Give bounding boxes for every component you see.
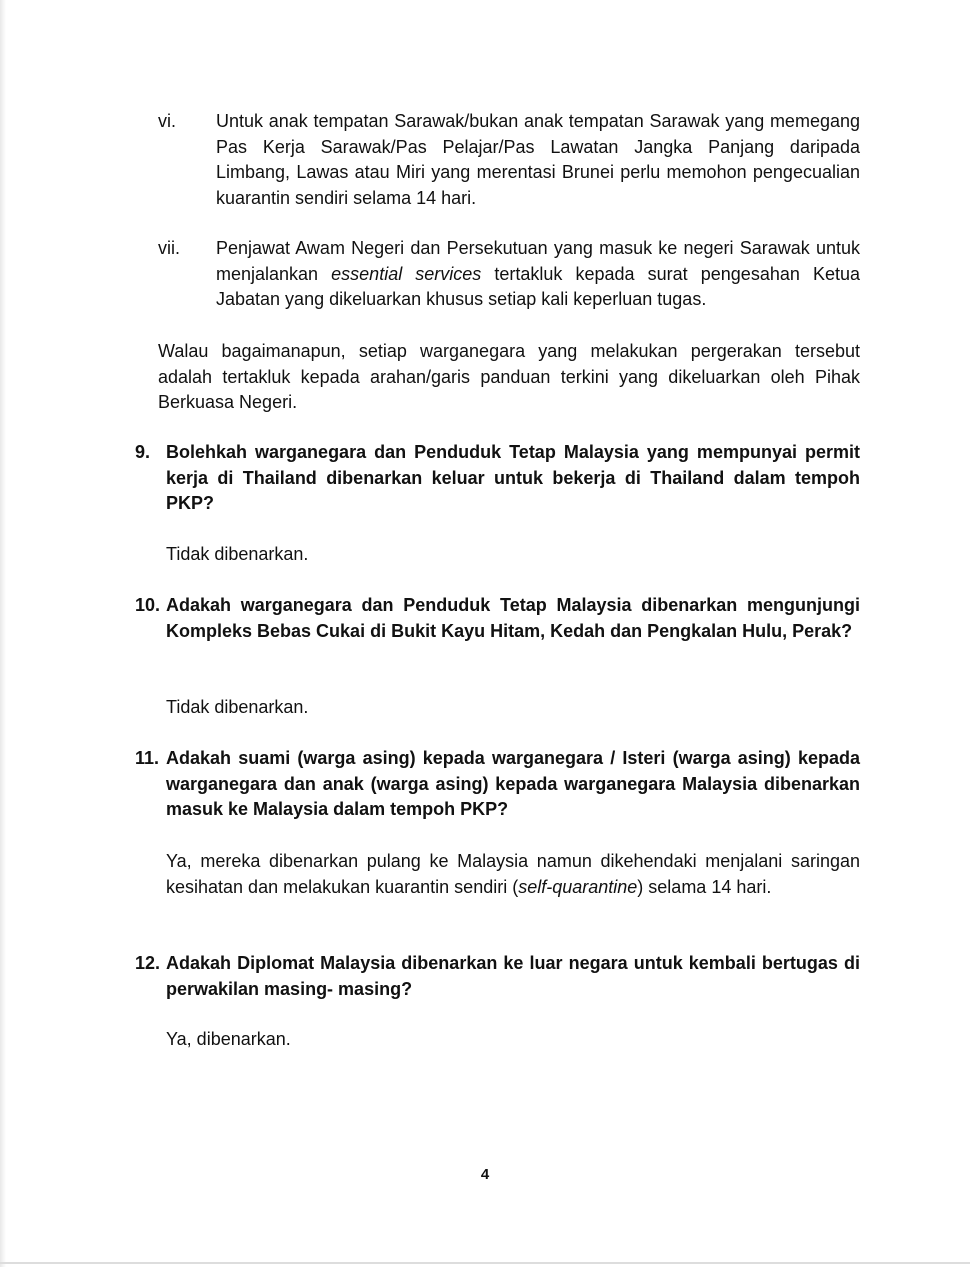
page-bottom-edge [0,1262,970,1264]
note-paragraph: Walau bagaimanapun, setiap warganegara yang melakukan pergerakan tersebut adalah tertakluk kepada arahan/garis panduan terkini yang dikeluarkan oleh Pihak Berkuasa Negeri. [158,341,860,412]
question-number: 12. [135,953,161,973]
question-10 [135,593,860,644]
answer-10: Tidak dibenarkan. [166,697,309,717]
list-item-text-italic: essential services [331,263,482,284]
question-text: Adakah Diplomat Malaysia dibenarkan ke luar negara untuk kembali bertugas di perwakilan masing- masing? [166,953,860,999]
list-item-text [216,236,860,313]
page-number: 4 [480,1166,490,1183]
question-9 [135,440,860,517]
answer-12: Ya, dibenarkan. [166,1029,291,1049]
answer-11 [166,849,860,900]
page-edge-shadow [0,0,6,1267]
question-number: 10. [135,595,161,615]
question-number: 9. [135,442,151,462]
answer-9: Tidak dibenarkan. [166,544,309,564]
question-text: Bolehkah warganegara dan Penduduk Tetap Malaysia yang mempunyai permit kerja di Thailand dibenarkan keluar untuk bekerja di Thailand dalam tempoh PKP? [166,442,860,513]
question-12 [135,951,860,1002]
list-item-text-part: tertakluk kepada surat pengesahan Ketua Jabatan yang dikeluarkan khusus setiap kali keperluan tugas. [216,263,860,309]
list-item-number: vi. [158,111,176,131]
list-item-text-part: Penjawat Awam Negeri dan Persekutuan yang masuk ke negeri Sarawak untuk menjalankan [216,238,860,284]
question-text: Adakah warganegara dan Penduduk Tetap Malaysia dibenarkan mengunjungi Kompleks Bebas Cukai di Bukit Kayu Hitam, Kedah dan Pengkalan Hulu, Perak? [166,595,860,641]
list-item-number: vii. [158,238,180,258]
answer-text-part: ) selama 14 hari. [637,876,772,897]
question-11 [135,746,860,823]
answer-text-part: Ya, mereka dibenarkan pulang ke Malaysia namun dikehendaki menjalani saringan kesihatan dan melakukan kuarantin sendiri ( [166,851,860,897]
question-text: Adakah suami (warga asing) kepada warganegara / Isteri (warga asing) kepada warganegara dan anak (warga asing) kepada warganegara Malaysia dibenarkan masuk ke Malaysia dalam tempoh PKP? [166,748,860,819]
list-item-vii [158,236,860,313]
list-item-text: Untuk anak tempatan Sarawak/bukan anak tempatan Sarawak yang memegang Pas Kerja Sarawak/Pas Pelajar/Pas Lawatan Jangka Panjang daripada Limbang, Lawas atau Miri yang merentasi Brunei perlu memohon pengecualian kuarantin sendiri selama 14 hari. [216,111,860,208]
answer-text-italic: self-quarantine [518,876,638,897]
question-number: 11. [135,748,160,768]
list-item-vi [158,109,860,211]
